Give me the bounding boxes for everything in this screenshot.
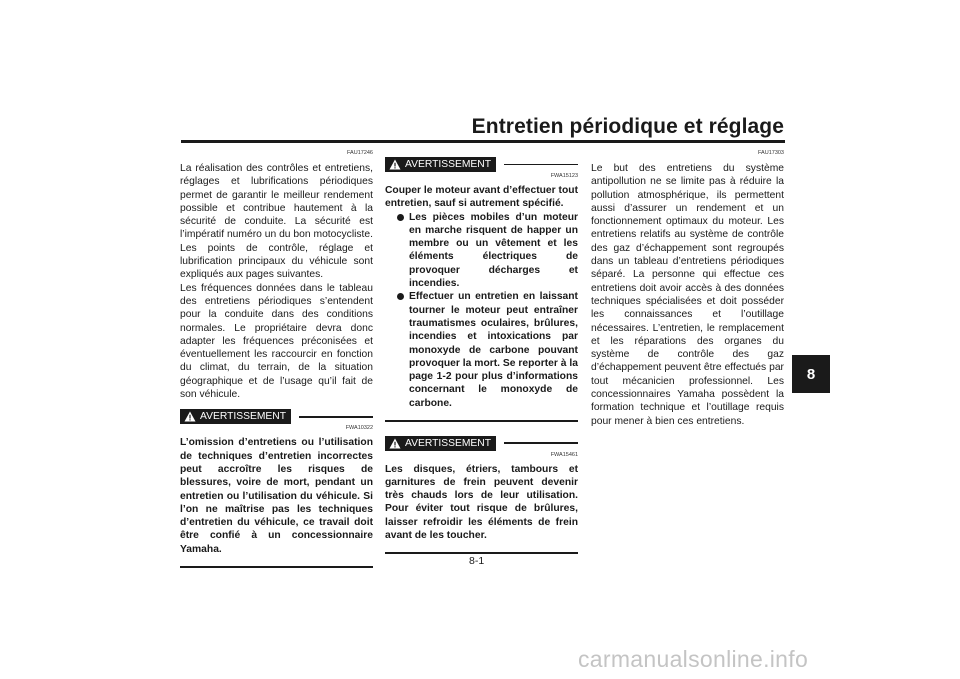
warning-block-engine: [385, 157, 578, 422]
column-right: [591, 150, 784, 428]
warning-end-rule: [385, 420, 578, 422]
warning-end-rule: [180, 566, 373, 568]
warning-triangle-icon: [389, 438, 401, 449]
warning-badge: [180, 409, 291, 424]
warning-header: [385, 436, 578, 451]
warning-badge: [385, 436, 496, 451]
column-left: [180, 150, 373, 568]
intro-paragraph: La réalisation des contrôles et entretiens, réglages et lubrifications périodiques permet de garantir le meilleur rendement possible et contribue hautement à la sécurité de conduite. La sécurité est l’impératif numéro un du bon motocycliste. Les points de contrôle, réglage et lubrification principaux du véhicule sont expliqués aux pages suivantes.: [180, 163, 373, 281]
watermark: carmanualsonline.info: [578, 646, 809, 672]
page-number: 8-1: [469, 555, 485, 567]
warning-label: AVERTISSEMENT: [200, 411, 287, 423]
list-item: Les pièces mobiles d’un moteur en marche risquent de happer un membre ou un vêtement et les éléments électriques de provoquer décharges et incendies.: [397, 211, 578, 291]
warning-code: FWA15461: [550, 451, 578, 458]
warning-text: L’omission d’entretiens ou l’utilisation de techniques d’entretien incorrectes peut accroître les risques de blessures, voire de mort, pendant un entretien ou l’utilisation du véhicule. Si l’on ne maîtrise pas les techniques d’entretien du véhicule, ce travail doit être confié à un concessionnaire Yamaha.: [180, 437, 373, 555]
warning-badge: [385, 157, 496, 172]
warning-header: [385, 157, 578, 172]
warning-header-rule: [504, 164, 578, 166]
title-rule: [181, 140, 785, 143]
warning-label: AVERTISSEMENT: [405, 159, 492, 170]
page-title: Entretien périodique et réglage: [471, 115, 784, 138]
section-code: FAU17246: [347, 150, 373, 156]
warning-header-rule: [299, 416, 373, 418]
warning-triangle-icon: [389, 159, 401, 170]
warning-code: FWA15123: [550, 173, 578, 179]
chapter-tab[interactable]: 8: [792, 355, 830, 393]
warning-code: FWA10322: [345, 425, 373, 432]
warning-header-rule: [504, 442, 578, 444]
warning-end-rule: [385, 552, 578, 554]
warning-label: AVERTISSEMENT: [405, 437, 492, 449]
warning-triangle-icon: [184, 411, 196, 422]
list-item: Effectuer un entretien en laissant tourner le moteur peut entraîner traumatismes oculaires, brûlures, incendies et intoxications par monoxyde de carbone pouvant provoquer la mort. Se reporter à la page 1-2 pour plus d’informations concernant le monoxyde de carbone.: [397, 290, 578, 410]
warning-text: Les disques, étriers, tambours et garnitures de frein peuvent devenir très chauds lors de leur utilisation. Pour éviter tout risque de brûlures, laisser refroidir les éléments de frein avant de les toucher.: [385, 463, 578, 542]
emission-paragraph: Le but des entretiens du système antipollution ne se limite pas à réduire la pollution atmosphérique, ils permettent aussi d’assurer un rendement et un fonctionnement optimaux du moteur. Les entretiens relatifs au système de contrôle des gaz d’échappement sont regroupés dans un tableau d’entretiens périodiques séparé. La personne qui effectue ces entretiens doit avoir accès à des données techniques spécialisées et doit posséder les connaissances et l’outillage nécessaires. L’entretien, le remplacement et les réparations des organes du système de contrôle des gaz d’échappement peuvent être effectués par tout mécanicien professionnel. Les concessionnaires Yamaha possèdent la formation technique et l’outillage requis pour mener à bien ces entretiens.: [591, 163, 784, 427]
section-code: FAU17303: [758, 150, 784, 156]
warning-block-brakes: [385, 436, 578, 554]
warning-block: [180, 409, 373, 567]
warning-bullet-list: [385, 211, 578, 410]
column-middle: [385, 157, 578, 554]
warning-header: [180, 409, 373, 424]
warning-intro: Couper le moteur avant d’effectuer tout entretien, sauf si autrement spécifié.: [385, 185, 578, 210]
frequency-paragraph: Les fréquences données dans le tableau des entretiens périodiques s’entendent pour la conduite dans des conditions normales. Le propriétaire devra donc adapter les fréquences préconisées et éventuellement les raccourcir en fonction du climat, du terrain, de la situation géographique et de l’usage qu’il fait de son véhicule.: [180, 282, 373, 401]
